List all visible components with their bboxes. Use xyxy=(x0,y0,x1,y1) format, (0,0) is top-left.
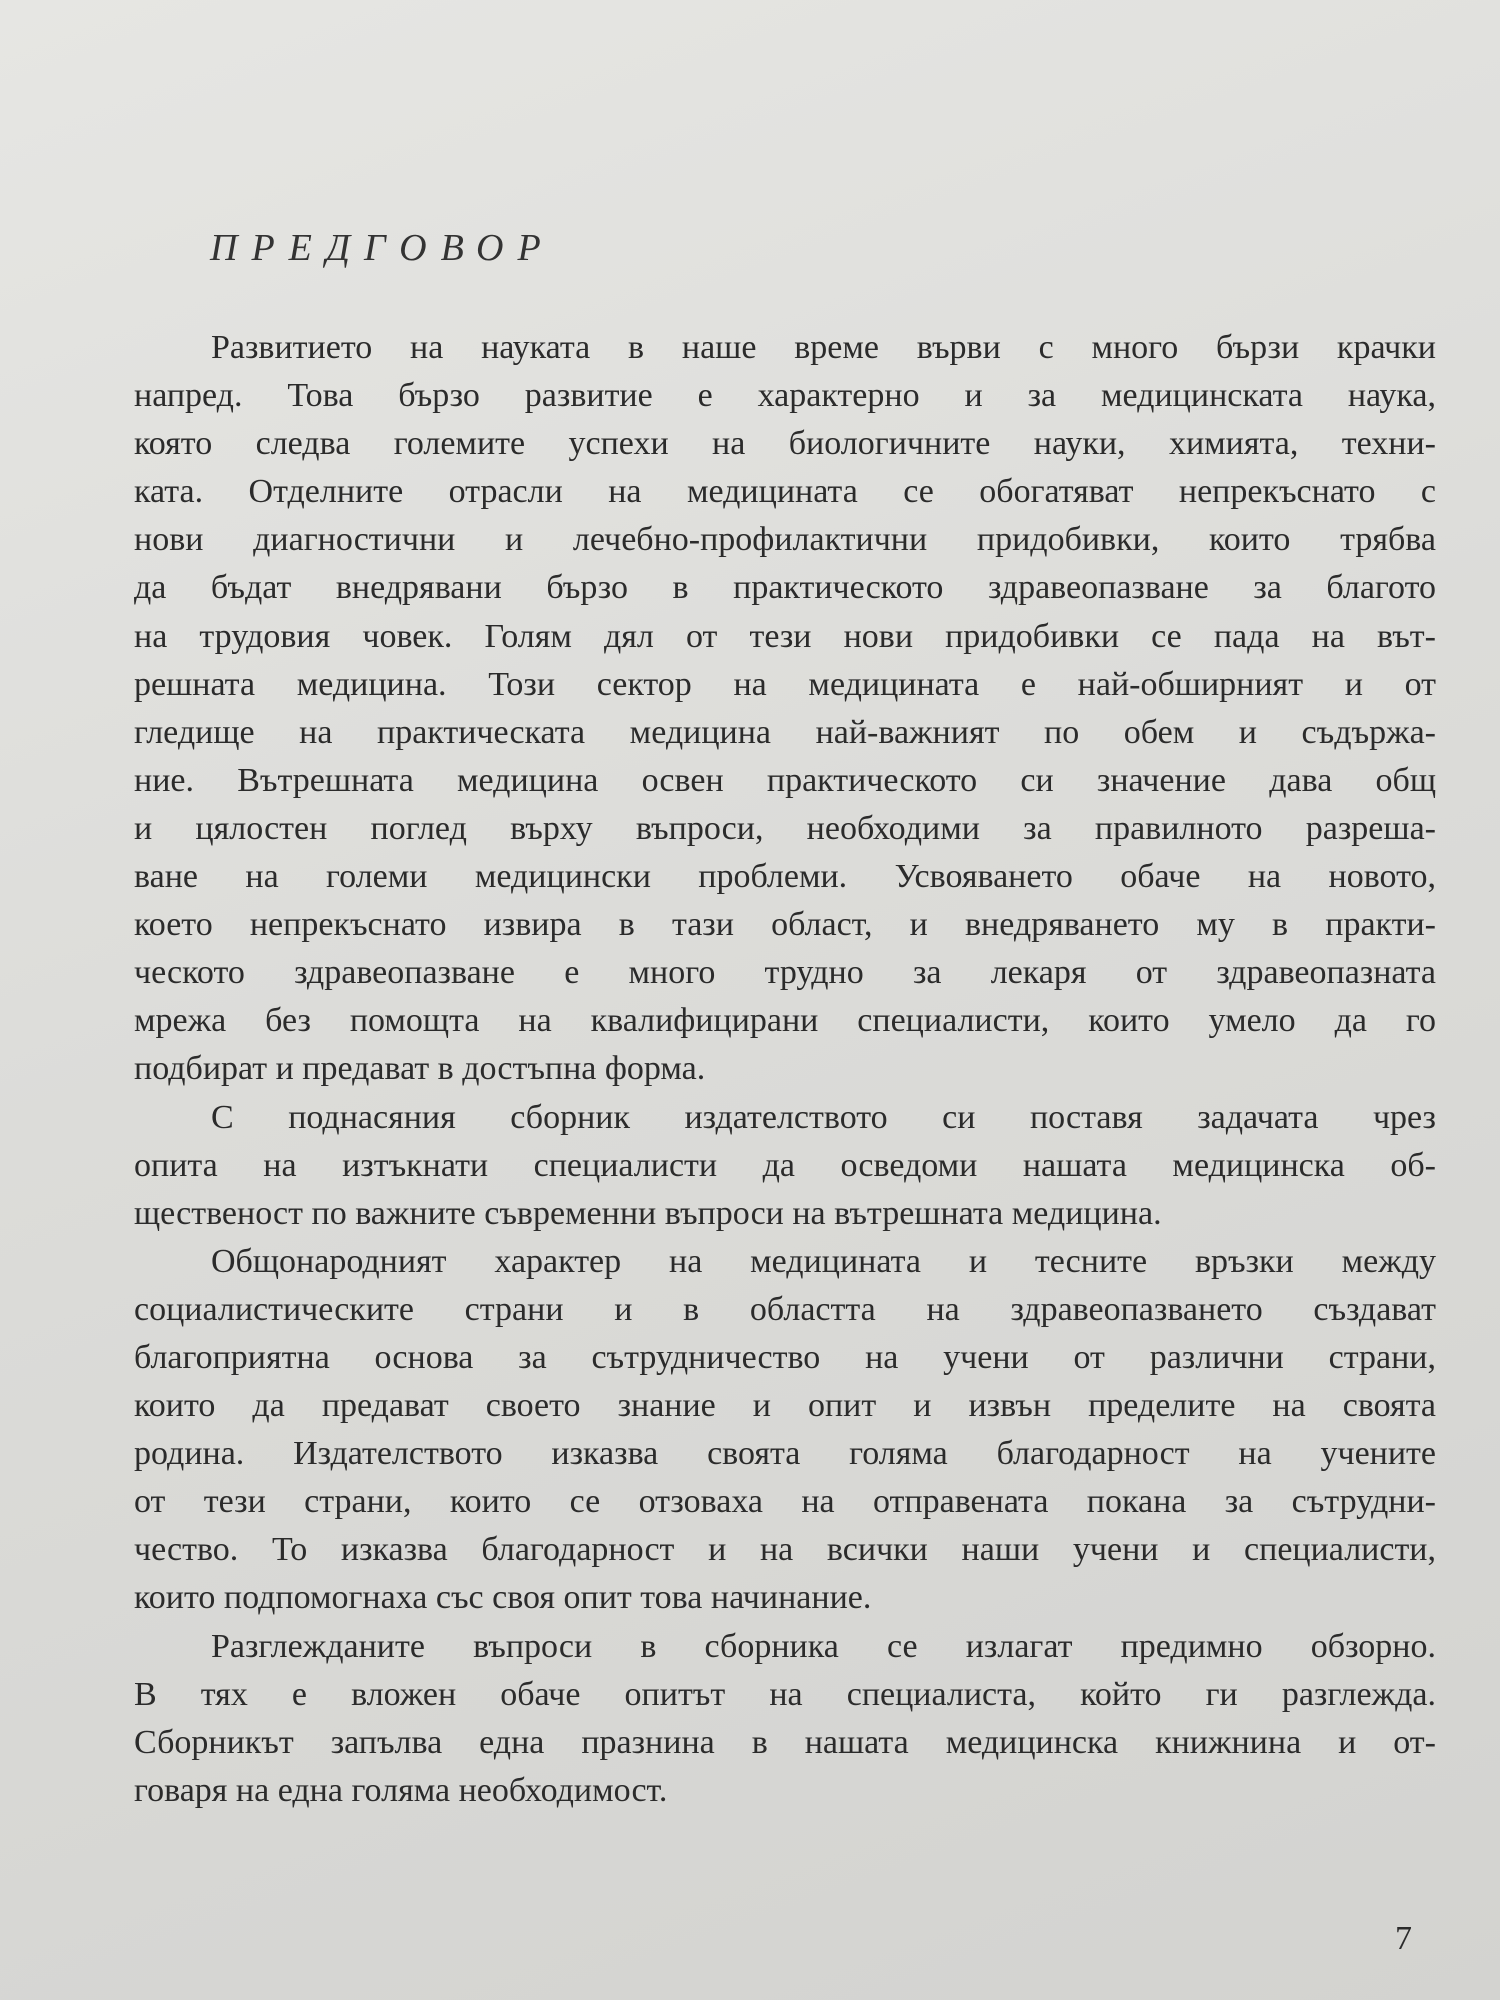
paragraph xyxy=(134,1623,1436,1815)
text-line: ката. Отделните отрасли на медицината се обогатяват непрекъснато с xyxy=(134,473,1436,511)
text-line: нови диагностични и лечебно-профилактични придобивки, които трябва xyxy=(134,521,1436,559)
text-line: ческото здравеопазване е много трудно за лекаря от здравеопазната xyxy=(134,954,1436,992)
text-line: което непрекъснато извира в тази област, и внедряването му в практи- xyxy=(134,906,1436,944)
text-line: от тези страни, които се отзоваха на отправената покана за сътрудни- xyxy=(134,1483,1436,1521)
text-line: да бъдат внедрявани бързо в практическото здравеопазване за благото xyxy=(134,569,1436,607)
text-line: решната медицина. Този сектор на медицината е най-обширният и от xyxy=(134,665,1436,703)
text-line: Общонародният характер на медицината и тесните връзки между xyxy=(211,1242,1436,1280)
text-line: щественост по важните съвременни въпроси на вътрешната медицина. xyxy=(134,1194,1162,1232)
text-line: на трудовия човек. Голям дял от тези нови придобивки се пада на вът- xyxy=(134,617,1436,655)
text-line: С поднасяния сборник издателството си поставя задачата чрез xyxy=(211,1098,1436,1136)
text-line: говаря на една голяма необходимост. xyxy=(134,1771,668,1809)
preface-body xyxy=(134,324,1436,1815)
text-line: ние. Вътрешната медицина освен практическото си значение дава общ xyxy=(134,761,1436,799)
text-line: мрежа без помощта на квалифицирани специалисти, които умело да го xyxy=(134,1002,1436,1040)
text-line: които подпомогнаха със своя опит това начинание. xyxy=(134,1579,872,1617)
text-line: Разглежданите въпроси в сборника се излагат предимно обзорно. xyxy=(211,1627,1436,1665)
paragraph xyxy=(134,324,1436,1094)
text-line: Развитието на науката в наше време върви с много бързи крачки xyxy=(211,329,1436,366)
text-line: подбират и предават в достъпна форма. xyxy=(134,1050,706,1088)
text-line: Сборникът запълва една празнина в нашата медицинска книжнина и от- xyxy=(134,1723,1436,1761)
text-line: които да предават своето знание и опит и извън пределите на своята xyxy=(134,1387,1436,1425)
text-line: и цялостен поглед върху въпроси, необходими за правилното разреша- xyxy=(134,809,1436,847)
text-line: напред. Това бързо развитие е характерно и за медицинската наука, xyxy=(134,377,1436,415)
paragraph xyxy=(134,1238,1436,1623)
text-line: социалистическите страни и в областта на здравеопазването създават xyxy=(134,1290,1436,1328)
text-line: която следва големите успехи на биологичните науки, химията, техни- xyxy=(134,425,1436,463)
text-line: благоприятна основа за сътрудничество на учени от различни страни, xyxy=(134,1338,1436,1376)
text-line: В тях е вложен обаче опитът на специалиста, който ги разглежда. xyxy=(134,1675,1436,1713)
text-line: чество. То изказва благодарност и на всички наши учени и специалисти, xyxy=(134,1531,1436,1569)
page-title: ПРЕДГОВОР xyxy=(210,227,555,269)
text-line: опита на изтъкнати специалисти да осведоми нашата медицинска об- xyxy=(134,1146,1436,1184)
page-number: 7 xyxy=(1395,1920,1412,1957)
text-line: ване на големи медицински проблеми. Усвояването обаче на новото, xyxy=(134,858,1436,896)
paragraph xyxy=(134,1094,1436,1238)
text-line: родина. Издателството изказва своята голяма благодарност на учените xyxy=(134,1435,1436,1473)
text-line: гледище на практическата медицина най-важният по обем и съдържа- xyxy=(134,713,1436,751)
